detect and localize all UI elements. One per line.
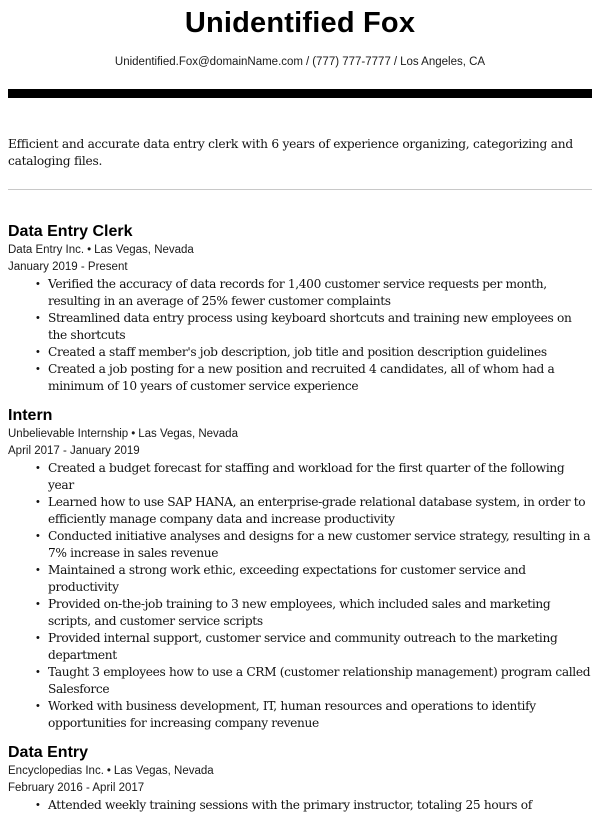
bullet-item: • Attended weekly training sessions with the primary instructor, totaling 25 hours of — [48, 797, 592, 814]
job-bullets — [8, 797, 592, 814]
resume-header — [8, 0, 592, 98]
job-dates: April 2017 - January 2019 — [8, 445, 140, 457]
bullet-item: • Worked with business development, IT, human resources and operations to identify opportunities for increasing company revenue — [48, 698, 592, 732]
job-company: Unbelievable Internship — [8, 428, 129, 440]
job-dates: February 2016 - April 2017 — [8, 782, 145, 794]
summary-section — [8, 136, 592, 190]
candidate-name: Unidentified Fox — [184, 7, 416, 39]
contact-line — [8, 55, 592, 69]
bullet-item: • Provided internal support, customer service and community outreach to the marketing department — [48, 630, 592, 664]
job-company: Encyclopedias Inc. — [8, 765, 104, 777]
meta-separator: • — [106, 765, 111, 777]
job-title: Data Entry — [8, 744, 89, 761]
job-company-line — [8, 763, 592, 780]
bullet-item: • Created a budget forecast for staffing and workload for the first quarter of the following year — [48, 460, 592, 494]
job-title: Data Entry Clerk — [8, 223, 133, 240]
summary-text: Efficient and accurate data entry clerk with 6 years of experience organizing, categorizing and cataloging files. — [8, 137, 573, 168]
bullet-item: • Conducted initiative analyses and designs for a new customer service strategy, resulting in a 7% increase in sales revenue — [48, 528, 592, 562]
bullet-item: • Provided on-the-job training to 3 new employees, which included sales and marketing scripts, and customer service scripts — [48, 596, 592, 630]
contact-email: Unidentified.Fox@domainName.com — [114, 56, 303, 68]
job-bullets — [8, 276, 592, 395]
experience-section — [8, 222, 592, 814]
bullet-item: • Taught 3 employees how to use a CRM (customer relationship management) program called Salesforce — [48, 664, 592, 698]
experience-item — [8, 222, 592, 395]
experience-item — [8, 743, 592, 814]
bullet-item: • Streamlined data entry process using keyboard shortcuts and training new employees on the shortcuts — [48, 310, 592, 344]
section-divider — [8, 189, 592, 190]
bullet-item: • Created a job posting for a new position and recruited 4 candidates, all of whom had a minimum of 10 years of customer service experience — [48, 361, 592, 395]
job-location: Las Vegas, Nevada — [94, 244, 194, 256]
job-title: Intern — [8, 407, 53, 424]
experience-item — [8, 406, 592, 732]
meta-separator: • — [131, 428, 136, 440]
job-company-line — [8, 426, 592, 443]
header-divider-bar — [8, 89, 592, 98]
job-company: Data Entry Inc. — [8, 244, 85, 256]
job-location: Las Vegas, Nevada — [113, 765, 214, 777]
job-dates: January 2019 - Present — [8, 261, 128, 273]
bullet-item: • Verified the accuracy of data records for 1,400 customer service requests per month, resulting in an average of 25% fewer customer complaints — [48, 276, 592, 310]
contact-separator: / — [306, 56, 310, 68]
meta-separator: • — [87, 244, 92, 256]
contact-separator: / — [393, 56, 398, 68]
job-location: Las Vegas, Nevada — [138, 428, 238, 440]
bullet-item: • Learned how to use SAP HANA, an enterprise-grade relational database system, in order to efficiently manage company data and increase productivity — [48, 494, 592, 528]
job-bullets — [8, 460, 592, 732]
bullet-item: • Maintained a strong work ethic, exceeding expectations for customer service and productivity — [48, 562, 592, 596]
bullet-item: • Created a staff member's job description, job title and position description guidelines — [48, 344, 592, 361]
contact-location: Los Angeles, CA — [400, 56, 486, 68]
contact-phone: (777) 777-7777 — [312, 56, 391, 68]
job-company-line — [8, 242, 592, 259]
